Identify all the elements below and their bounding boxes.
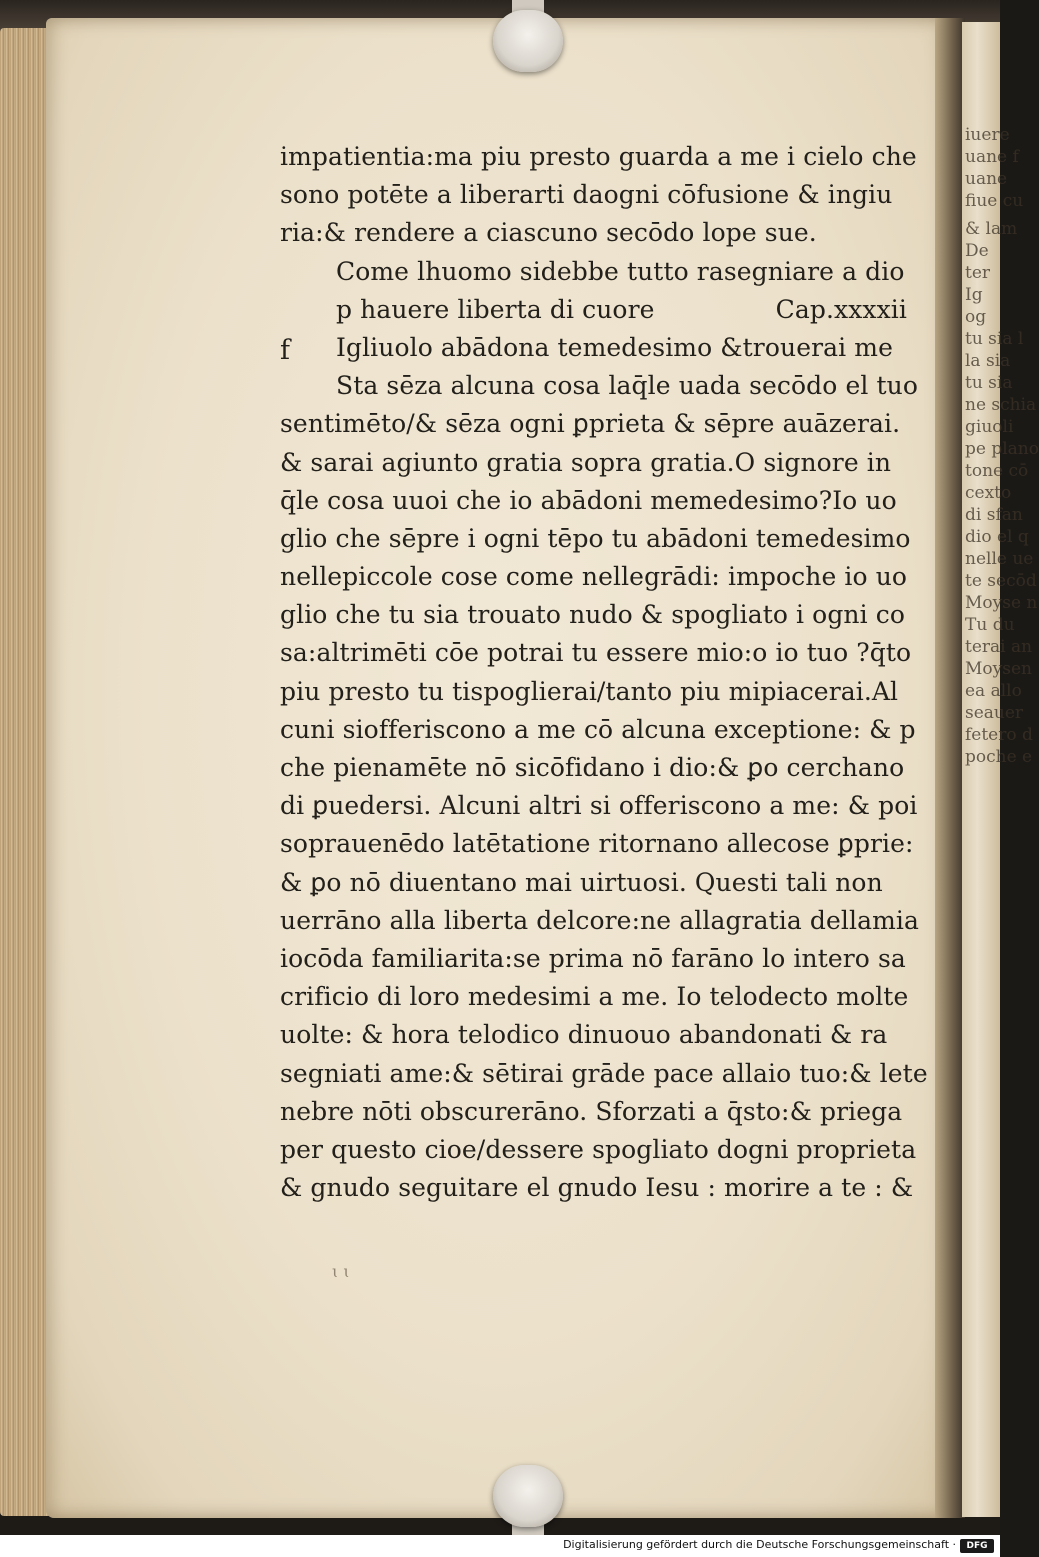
chapter-heading-line-2 xyxy=(280,291,915,329)
facing-page-fragment: ea allo xyxy=(965,681,1022,701)
facing-page-fragment: ne schia xyxy=(965,395,1037,415)
facing-page-fragments xyxy=(962,22,1039,768)
chapter-number: Cap.xxxxii xyxy=(775,294,907,324)
stray-ink-marks: ɩ ɩ xyxy=(332,1262,350,1281)
text-line: Igliuolo abādona temedesimo &trouerai me xyxy=(336,332,894,362)
text-line: per questo cioe/dessere spogliato dogni proprieta xyxy=(280,1134,917,1164)
text-line: & sarai agiunto gratia sopra gratia.O signore in xyxy=(280,447,892,477)
text-line: di ꝑuedersi. Alcuni altri si offeriscono a me: & poi xyxy=(280,791,918,821)
text-line: uolte: & hora telodico dinuouo abandonati & ra xyxy=(280,1020,888,1050)
facing-page-fragment: nelle ue xyxy=(965,549,1034,569)
chapter-initial-letter: f xyxy=(280,335,290,366)
facing-page-fragment: De xyxy=(965,241,989,261)
facing-page-fragment: tu sia l xyxy=(965,329,1024,349)
facing-page-fragment: la sia xyxy=(965,351,1011,371)
facing-page-fragment: seauer xyxy=(965,703,1024,723)
digitization-footer xyxy=(0,1535,1000,1557)
text-line: sentimēto/& sēza ogni ꝑprieta & sēpre auāzerai. xyxy=(280,409,901,439)
text-line: sono potēte a liberarti daogni cōfusione & ingiu xyxy=(280,180,893,210)
facing-page-fragment: uane f xyxy=(965,147,1019,167)
facing-page-fragment: te secōd xyxy=(965,571,1037,591)
text-line: iocōda familiarita:se prima nō farāno lo intero sa xyxy=(280,943,906,973)
facing-page-fragment: fiue cu xyxy=(965,191,1024,211)
facing-page-fragment: Tu du xyxy=(965,615,1015,635)
text-line: impatientia:ma piu presto guarda a me i cielo che xyxy=(280,142,917,171)
text-line: nellepiccole cose come nellegrādi: impoche io uo xyxy=(280,562,908,592)
book-clip-bottom xyxy=(493,1465,563,1527)
facing-page-fragment: fetero d xyxy=(965,725,1033,745)
facing-page-fragment: & lam xyxy=(965,219,1018,239)
chapter-body xyxy=(280,329,928,1207)
page-text xyxy=(280,138,928,1207)
text-line: uerrāno alla liberta delcore:ne allagratia dellamia xyxy=(280,905,919,935)
facing-page-fragment: terai an xyxy=(965,637,1033,657)
facing-page-fragment: Ig xyxy=(965,285,983,305)
facing-page-fragment: iuere xyxy=(965,125,1010,145)
facing-page-fragment: uane xyxy=(965,169,1008,189)
facing-page-fragment: Moysen xyxy=(965,659,1032,679)
text-line: cuni siofferiscono a me cō alcuna exceptione: & p xyxy=(280,714,916,744)
book-clip-top xyxy=(493,10,563,72)
text-line: piu presto tu tispoglierai/tanto piu mipiacerai.Al xyxy=(280,676,899,706)
facing-page-fragment: di sfan xyxy=(965,505,1023,525)
text-line: crificio di loro medesimi a me. Io telodecto molte xyxy=(280,982,909,1012)
text-line: soprauenēdo latētatione ritornano allecose ꝑprie: xyxy=(280,829,914,859)
text-line: & gnudo seguitare el gnudo Iesu : morire a te : & xyxy=(280,1173,914,1203)
facing-page-fragment: cexto xyxy=(965,483,1012,503)
text-line: Sta sēza alcuna cosa laq̄le uada secōdo el tuo xyxy=(336,371,918,401)
text-line: q̄le cosa uuoi che io abādoni memedesimo?Io uo xyxy=(280,485,897,515)
text-line: glio che sēpre i ogni tēpo tu abādoni temedesimo xyxy=(280,523,911,553)
facing-page-fragment: pe plano xyxy=(965,439,1039,459)
facing-page-fragment: tu sia xyxy=(965,373,1013,393)
text-line: ria:& rendere a ciascuno secōdo lope sue. xyxy=(280,218,817,248)
dfg-logo: DFG xyxy=(960,1539,994,1553)
text-line: & ꝑo nō diuentano mai uirtuosi. Questi tali non xyxy=(280,867,883,897)
text-line: sa:altrimēti cōe potrai tu essere mio:o io tuo ?q̄to xyxy=(280,638,912,668)
chapter-heading-line-1: Come lhuomo sidebbe tutto rasegniare a dio xyxy=(336,256,905,286)
facing-page-strip xyxy=(962,22,1039,1517)
book-gutter xyxy=(935,18,965,1518)
text-line: che pienamēte nō sicōfidano i dio:& ꝑo cerchano xyxy=(280,753,905,782)
text-line: nebre nōti obscurerāno. Sforzati a q̄sto:& priega xyxy=(280,1096,903,1126)
facing-page-fragment: dio el q xyxy=(965,527,1029,547)
facing-page-fragment: giuoli xyxy=(965,417,1014,437)
chapter-heading-text: p hauere liberta di cuore xyxy=(336,294,655,324)
facing-page-fragment: ter xyxy=(965,263,991,283)
footer-credit: Digitalisierung gefördert durch die Deutsche Forschungsgemeinschaft · xyxy=(563,1538,956,1551)
facing-page-fragment: og xyxy=(965,307,987,327)
text-line: segniati ame:& sētirai grāde pace allaio tuo:& lete xyxy=(280,1058,928,1088)
facing-page-fragment: poche e xyxy=(965,747,1033,767)
facing-page-fragment: Moyse n xyxy=(965,593,1038,613)
facing-page-fragment: tone cō xyxy=(965,461,1029,481)
text-line: glio che tu sia trouato nudo & spogliato i ogni co xyxy=(280,600,906,630)
